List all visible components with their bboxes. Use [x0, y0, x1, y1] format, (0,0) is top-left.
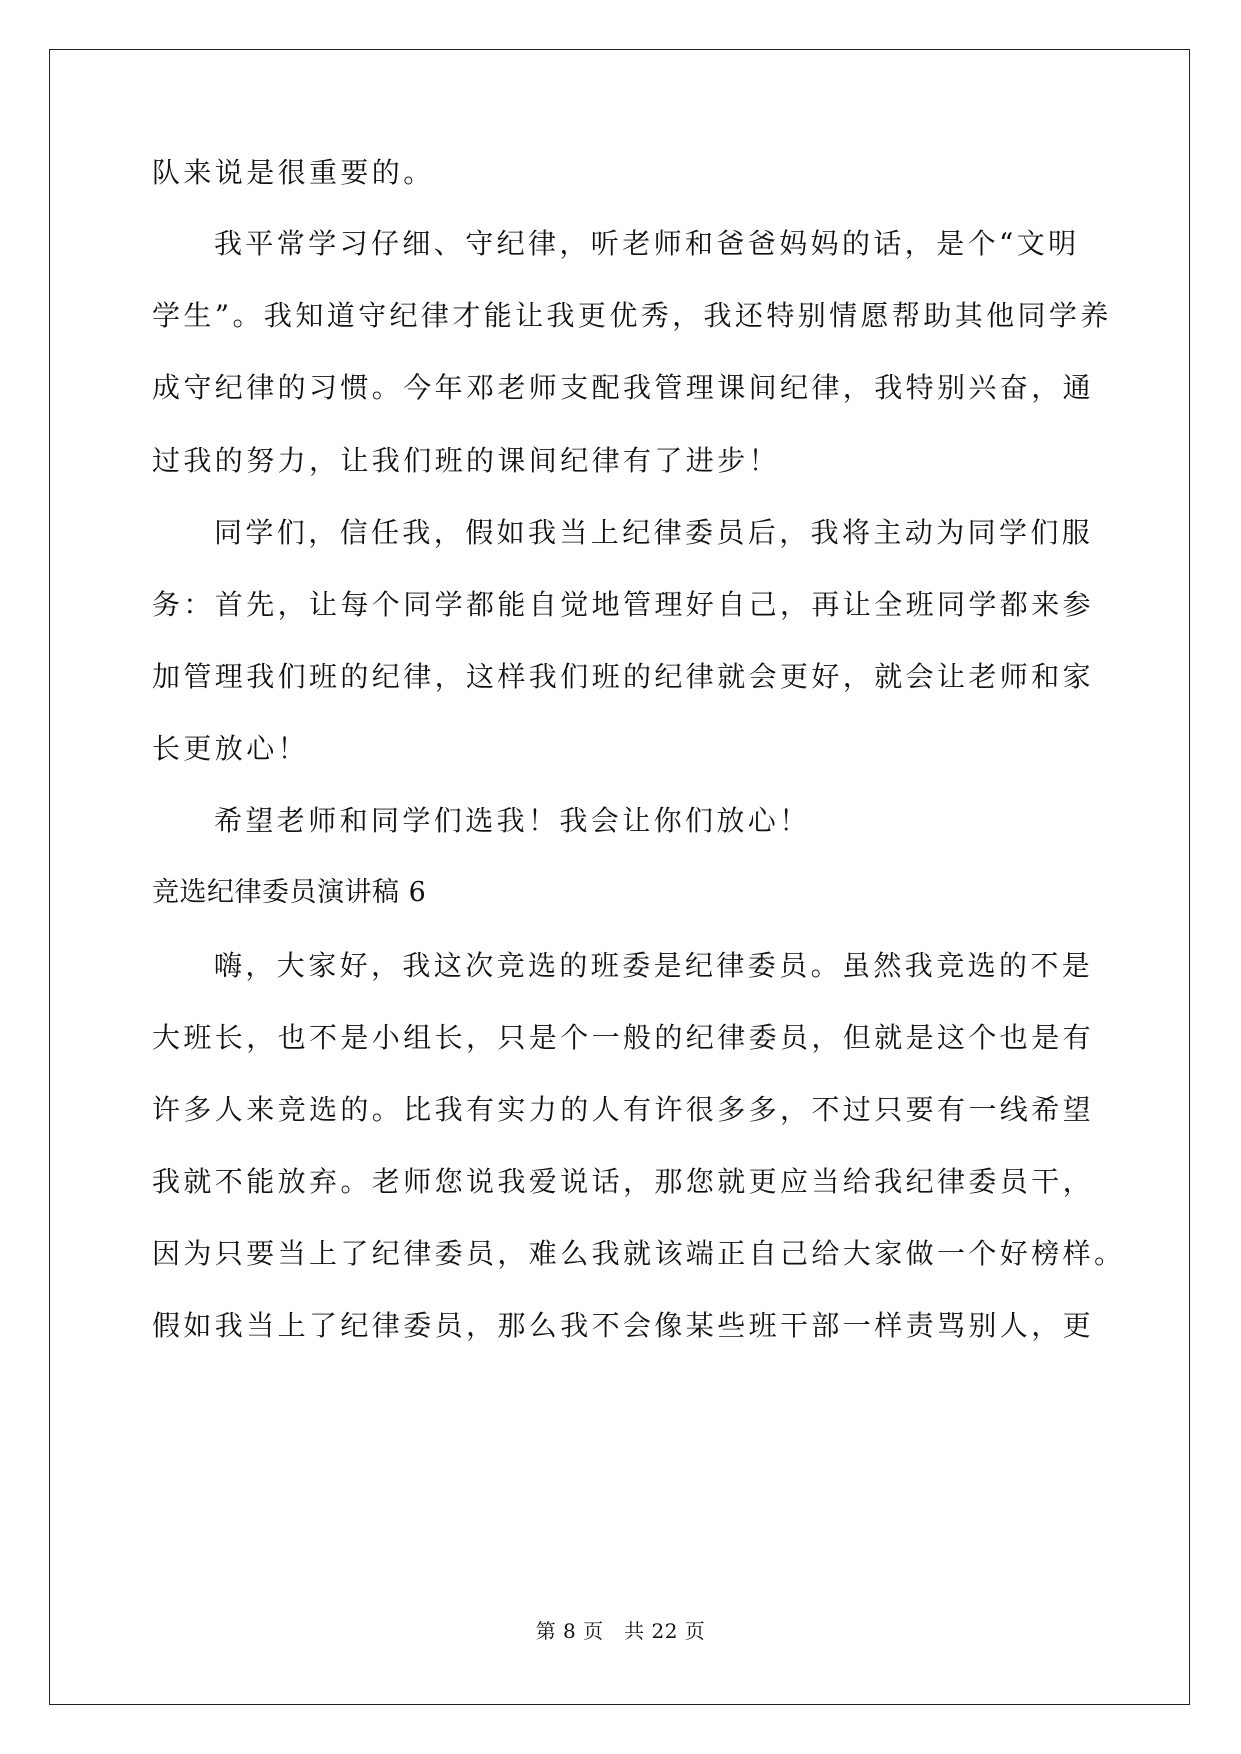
- page-number-footer: 第 8 页 共 22 页: [535, 1619, 706, 1643]
- text-line: 希望老师和同学们选我！我会让你们放心！: [214, 804, 811, 837]
- text-line: 成守纪律的习惯。今年邓老师支配我管理课间纪律，我特别兴奋，通: [152, 371, 1095, 404]
- text-line: 过我的努力，让我们班的课间纪律有了进步！: [152, 444, 781, 477]
- text-line: 大班长，也不是小组长，只是个一般的纪律委员，但就是这个也是有: [152, 1021, 1095, 1054]
- text-line: 学生”。我知道守纪律才能让我更优秀，我还特别情愿帮助其他同学养: [152, 299, 1112, 332]
- text-line: 我就不能放弃。老师您说我爱说话，那您就更应当给我纪律委员干，: [152, 1165, 1095, 1198]
- text-line: 长更放心！: [152, 732, 310, 765]
- text-line: 务：首先，让每个同学都能自觉地管理好自己，再让全班同学都来参: [152, 588, 1095, 621]
- text-line: 我平常学习仔细、守纪律，听老师和爸爸妈妈的话，是个“文明: [214, 227, 1080, 260]
- text-line: 同学们，信任我，假如我当上纪律委员后，我将主动为同学们服: [214, 516, 1094, 549]
- text-line: 队来说是很重要的。: [152, 156, 435, 189]
- text-line: 假如我当上了纪律委员，那么我不会像某些班干部一样责骂别人，更: [152, 1309, 1095, 1342]
- section-heading: 竞选纪律委员演讲稿 6: [152, 877, 427, 908]
- text-line: 因为只要当上了纪律委员，难么我就该端正自己给大家做一个好榜样。: [152, 1237, 1126, 1270]
- text-line: 许多人来竞选的。比我有实力的人有许很多多，不过只要有一线希望: [152, 1093, 1095, 1126]
- text-line: 嗨，大家好，我这次竞选的班委是纪律委员。虽然我竞选的不是: [214, 949, 1094, 982]
- text-line: 加管理我们班的纪律，这样我们班的纪律就会更好，就会让老师和家: [152, 660, 1095, 693]
